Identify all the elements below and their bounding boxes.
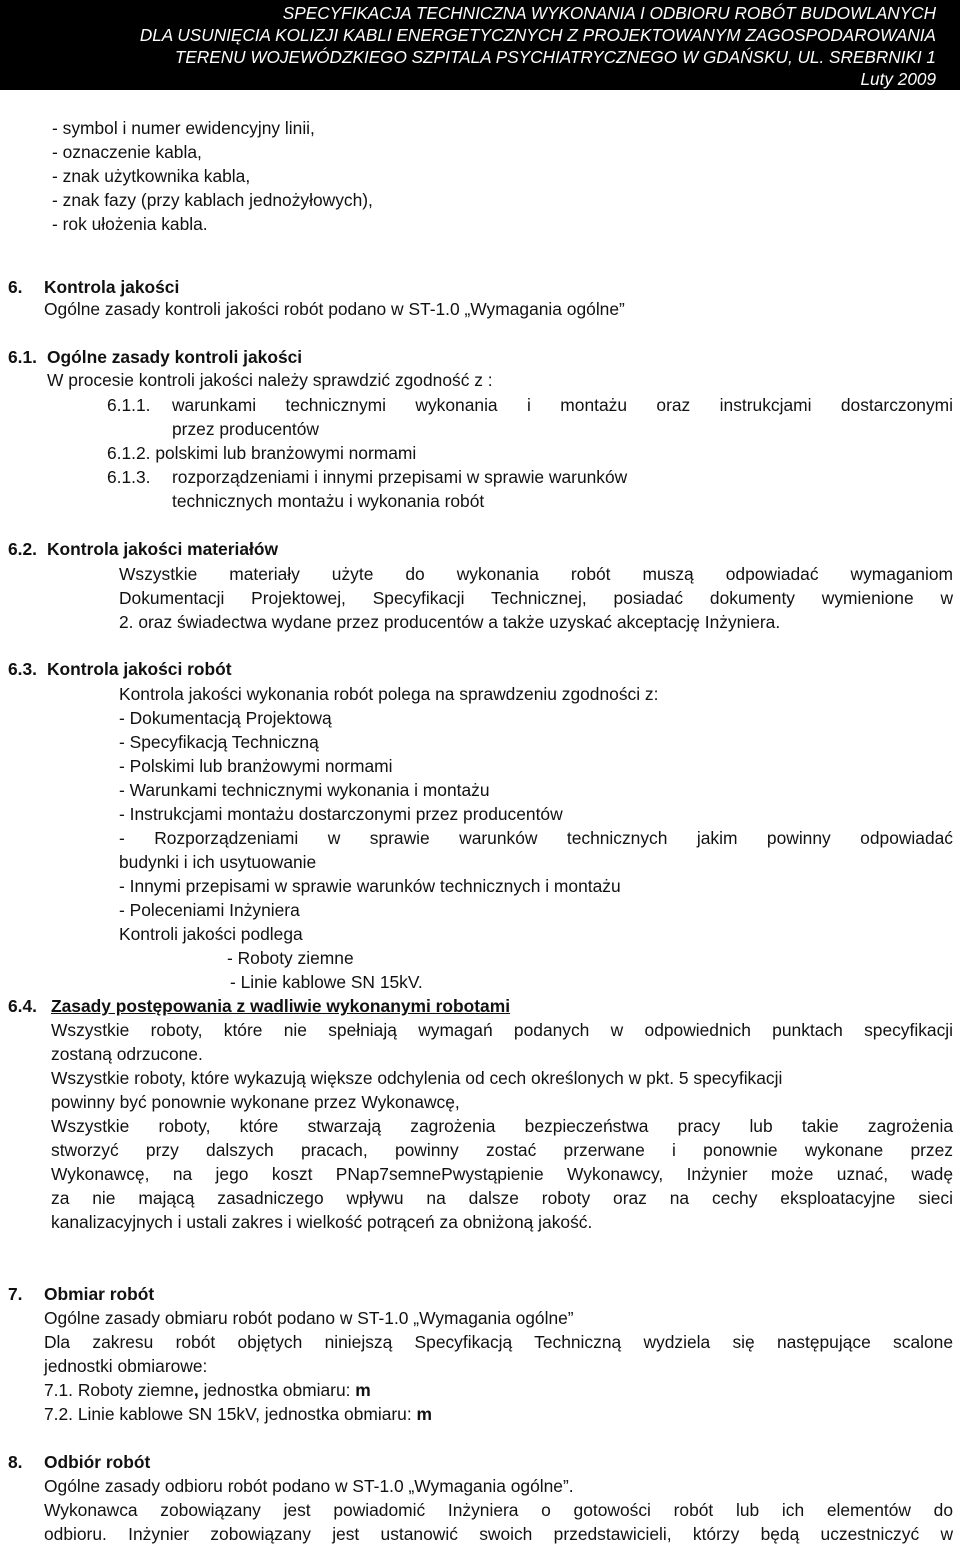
section-title: Kontrola jakości materiałów	[47, 539, 278, 559]
paragraph: zostaną odrzucone.	[51, 1044, 203, 1064]
list-item: - znak użytkownika kabla,	[52, 166, 251, 186]
list-item: - Roboty ziemne	[227, 948, 354, 968]
unit-label: m	[355, 1380, 371, 1400]
list-item: - Rozporządzeniami w sprawie warunków technicznych jakim powinny odpowiadać	[119, 828, 953, 848]
paragraph: przez producentów	[172, 419, 319, 439]
paragraph: odbioru. Inżynier zobowiązany jest ustanowić swoich przedstawicieli, którzy będą uczestniczyć w	[44, 1524, 953, 1544]
list-item: - rok ułożenia kabla.	[52, 214, 208, 234]
item-text: jednostka obmiaru:	[198, 1380, 356, 1400]
list-item: - Innymi przepisami w sprawie warunków technicznych i montażu	[119, 876, 621, 896]
paragraph: rozporządzeniami i innymi przepisami w sprawie warunków	[172, 467, 628, 487]
paragraph: kanalizacyjnych i ustali zakres i wielkość potrąceń za obniżoną jakość.	[51, 1212, 593, 1232]
section-number: 8.	[8, 1452, 23, 1472]
paragraph: Kontrola jakości wykonania robót polega na sprawdzeniu zgodności z:	[119, 684, 659, 704]
paragraph: technicznych montażu i wykonania robót	[172, 491, 485, 511]
section-number: 6.2.	[8, 539, 38, 559]
section-number: 6.4.	[8, 996, 38, 1016]
section-title: Odbiór robót	[44, 1452, 151, 1472]
section-title: Obmiar robót	[44, 1284, 155, 1304]
section-number: 6.1.	[8, 347, 38, 367]
section-number: 6.3.	[8, 659, 38, 679]
list-item: - Polskimi lub branżowymi normami	[119, 756, 393, 776]
list-item: budynki i ich usytuowanie	[119, 852, 317, 872]
paragraph: Ogólne zasady obmiaru robót podano w ST-1.0 „Wymagania ogólne”	[44, 1308, 574, 1328]
paragraph: warunkami technicznymi wykonania i montażu oraz instrukcjami dostarczonymi	[172, 395, 953, 415]
list-item: - Poleceniami Inżyniera	[119, 900, 300, 920]
paragraph: powinny być ponownie wykonane przez Wykonawcę,	[51, 1092, 460, 1112]
list-item: - Linie kablowe SN 15kV.	[230, 972, 423, 992]
list-item: - Specyfikacją Techniczną	[119, 732, 319, 752]
section-title: Kontrola jakości	[44, 277, 180, 297]
item-text: 7.1. Roboty ziemne	[44, 1380, 194, 1400]
paragraph: W procesie kontroli jakości należy sprawdzić zgodność z :	[47, 370, 493, 390]
list-item: 6.1.2. polskimi lub branżowymi normami	[107, 443, 417, 463]
document-header	[0, 0, 960, 90]
item-text: 7.2. Linie kablowe SN 15kV, jednostka obmiaru:	[44, 1404, 417, 1424]
list-item	[44, 1379, 371, 1401]
subsection-number: 6.1.1.	[107, 395, 151, 415]
paragraph: stworzyć przy dalszych pracach, powinny zostać przerwane i ponownie wykonane przez	[51, 1140, 953, 1160]
header-title-line3: TERENU WOJEWÓDZKIEGO SZPITALA PSYCHIATRYCZNEGO W GDAŃSKU, UL. SREBRNIKI 1	[174, 47, 936, 67]
list-item: - Warunkami technicznymi wykonania i montażu	[119, 780, 490, 800]
list-item: - oznaczenie kabla,	[52, 142, 202, 162]
paragraph: Wszystkie roboty, które nie spełniają wymagań podanych w odpowiednich punktach specyfikacji	[51, 1020, 953, 1040]
list-item: - Dokumentacją Projektową	[119, 708, 332, 728]
paragraph: Dla zakresu robót objętych niniejszą Specyfikacją Techniczną wydziela się następujące scalone	[44, 1332, 953, 1352]
section-title: Zasady postępowania z wadliwie wykonanymi robotami	[51, 996, 511, 1016]
item-comma: ,	[193, 1380, 199, 1400]
header-title-line2: DLA USUNIĘCIA KOLIZJI KABLI ENERGETYCZNYCH Z PROJEKTOWANYM ZAGOSPODAROWANIA	[139, 25, 936, 45]
unit-label: m	[416, 1404, 432, 1424]
paragraph: za nie mającą zasadniczego wpływu na dalsze roboty oraz na cechy eksploatacyjne sieci	[51, 1188, 953, 1208]
paragraph: Dokumentacji Projektowej, Specyfikacji Technicznej, posiadać dokumenty wymienione w	[119, 588, 953, 608]
list-item: - symbol i numer ewidencyjny linii,	[52, 118, 315, 138]
paragraph: Wykonawcę, na jego koszt PNap7semnePwystąpienie Wykonawcy, Inżynier może uznać, wadę	[51, 1164, 953, 1184]
paragraph: Wszystkie roboty, które stwarzają zagrożenia bezpieczeństwa pracy lub takie zagrożenia	[51, 1116, 953, 1136]
paragraph: jednostki obmiarowe:	[44, 1356, 208, 1376]
paragraph: Wszystkie materiały użyte do wykonania robót muszą odpowiadać wymaganiom	[119, 564, 953, 584]
list-item: - Instrukcjami montażu dostarczonymi przez producentów	[119, 804, 563, 824]
list-item	[44, 1403, 432, 1425]
paragraph: Wszystkie roboty, które wykazują większe odchylenia od cech określonych w pkt. 5 specyfikacji	[51, 1068, 783, 1088]
section-number: 6.	[8, 277, 23, 297]
section-number: 7.	[8, 1284, 23, 1304]
list-item: - znak fazy (przy kablach jednożyłowych),	[52, 190, 373, 210]
section-title: Kontrola jakości robót	[47, 659, 232, 679]
paragraph: Wykonawca zobowiązany jest powiadomić Inżyniera o gotowości robót lub ich elementów do	[44, 1500, 953, 1520]
subsection-number: 6.1.3.	[107, 467, 151, 487]
paragraph: Ogólne zasady odbioru robót podano w ST-1.0 „Wymagania ogólne”.	[44, 1476, 574, 1496]
header-title-line1: SPECYFIKACJA TECHNICZNA WYKONANIA I ODBIORU ROBÓT BUDOWLANYCH	[282, 3, 936, 23]
section-title: Ogólne zasady kontroli jakości	[47, 347, 303, 367]
paragraph: Ogólne zasady kontroli jakości robót podano w ST-1.0 „Wymagania ogólne”	[44, 299, 625, 319]
paragraph: 2. oraz świadectwa wydane przez producentów a także uzyskać akceptację Inżyniera.	[119, 612, 781, 632]
paragraph: Kontroli jakości podlega	[119, 924, 303, 944]
header-date: Luty 2009	[860, 69, 936, 89]
